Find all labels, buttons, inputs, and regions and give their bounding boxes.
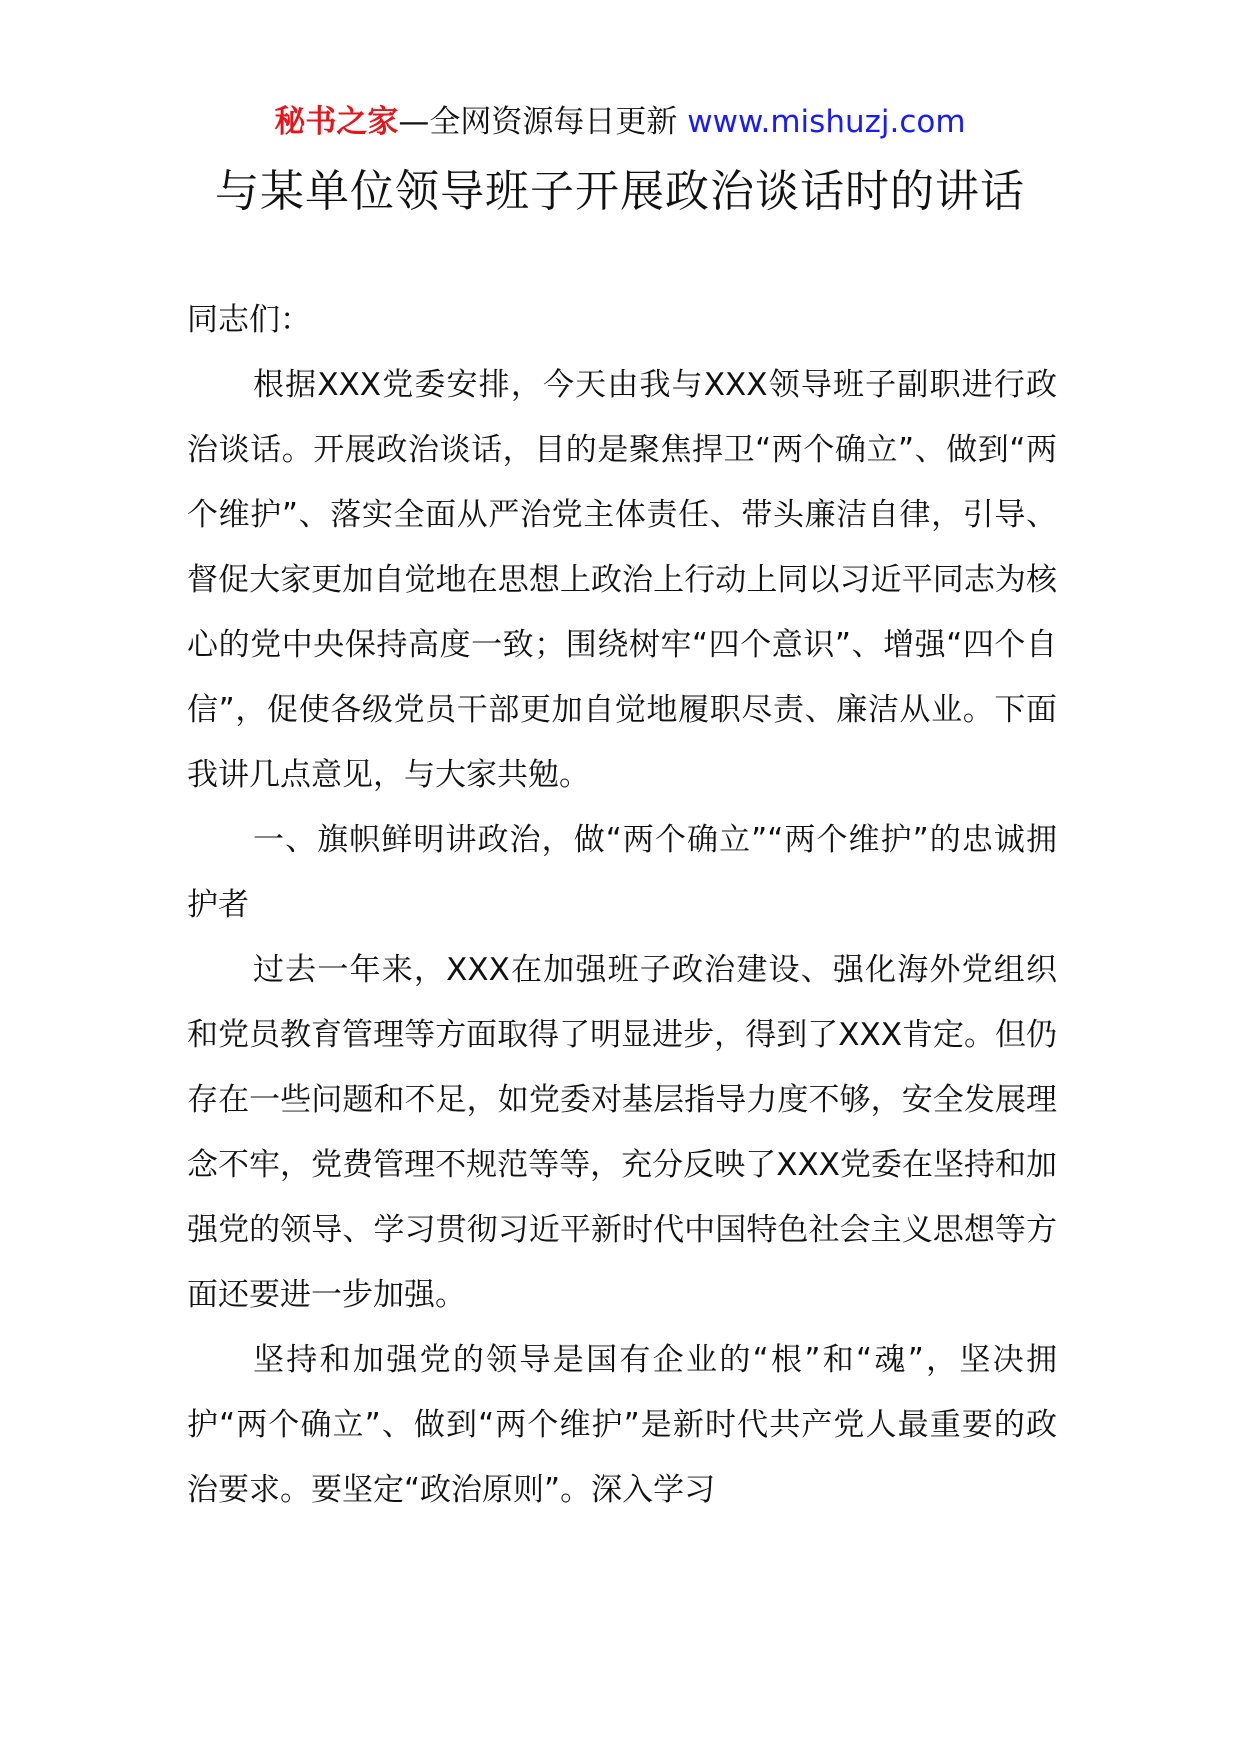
header-url[interactable]: www.mishuzj.com — [687, 104, 966, 140]
section-heading-1: 一、旗帜鲜明讲政治，做“两个确立”“两个维护”的忠诚拥护者 — [187, 822, 1057, 923]
header-slogan: —全网资源每日更新 — [398, 104, 688, 140]
document-body — [187, 288, 1057, 1523]
watermark-header — [0, 100, 1240, 144]
paragraph-intro: 根据XXX党委安排，今天由我与XXX领导班子副职进行政治谈话。开展政治谈话，目的是聚焦捍卫“两个确立”、做到“两个维护”、落实全面从严治党主体责任、带头廉洁自律，引导、督促大家更加自觉地在思想上政治上行动上同以习近平同志为核心的党中央保持高度一致；围绕树牢“四个意识”、增强“四个自信”，促使各级党员干部更加自觉地履职尽责、廉洁从业。下面我讲几点意见，与大家共勉。 — [187, 367, 1057, 793]
brand-name: 秘书之家 — [274, 104, 399, 140]
paragraph-review: 过去一年来，XXX在加强班子政治建设、强化海外党组织和党员教育管理等方面取得了明显进步，得到了XXX肯定。但仍存在一些问题和不足，如党委对基层指导力度不够，安全发展理念不牢，党费管理不规范等等，充分反映了XXX党委在坚持和加强党的领导、学习贯彻习近平新时代中国特色社会主义思想等方面还要进一步加强。 — [187, 952, 1057, 1313]
paragraph-leadership: 坚持和加强党的领导是国有企业的“根”和“魂”，坚决拥护“两个确立”、做到“两个维护”是新时代共产党人最重要的政治要求。要坚定“政治原则”。深入学习 — [187, 1342, 1057, 1508]
document-title: 与某单位领导班子开展政治谈话时的讲话 — [215, 166, 1025, 217]
salutation: 同志们： — [187, 302, 311, 338]
